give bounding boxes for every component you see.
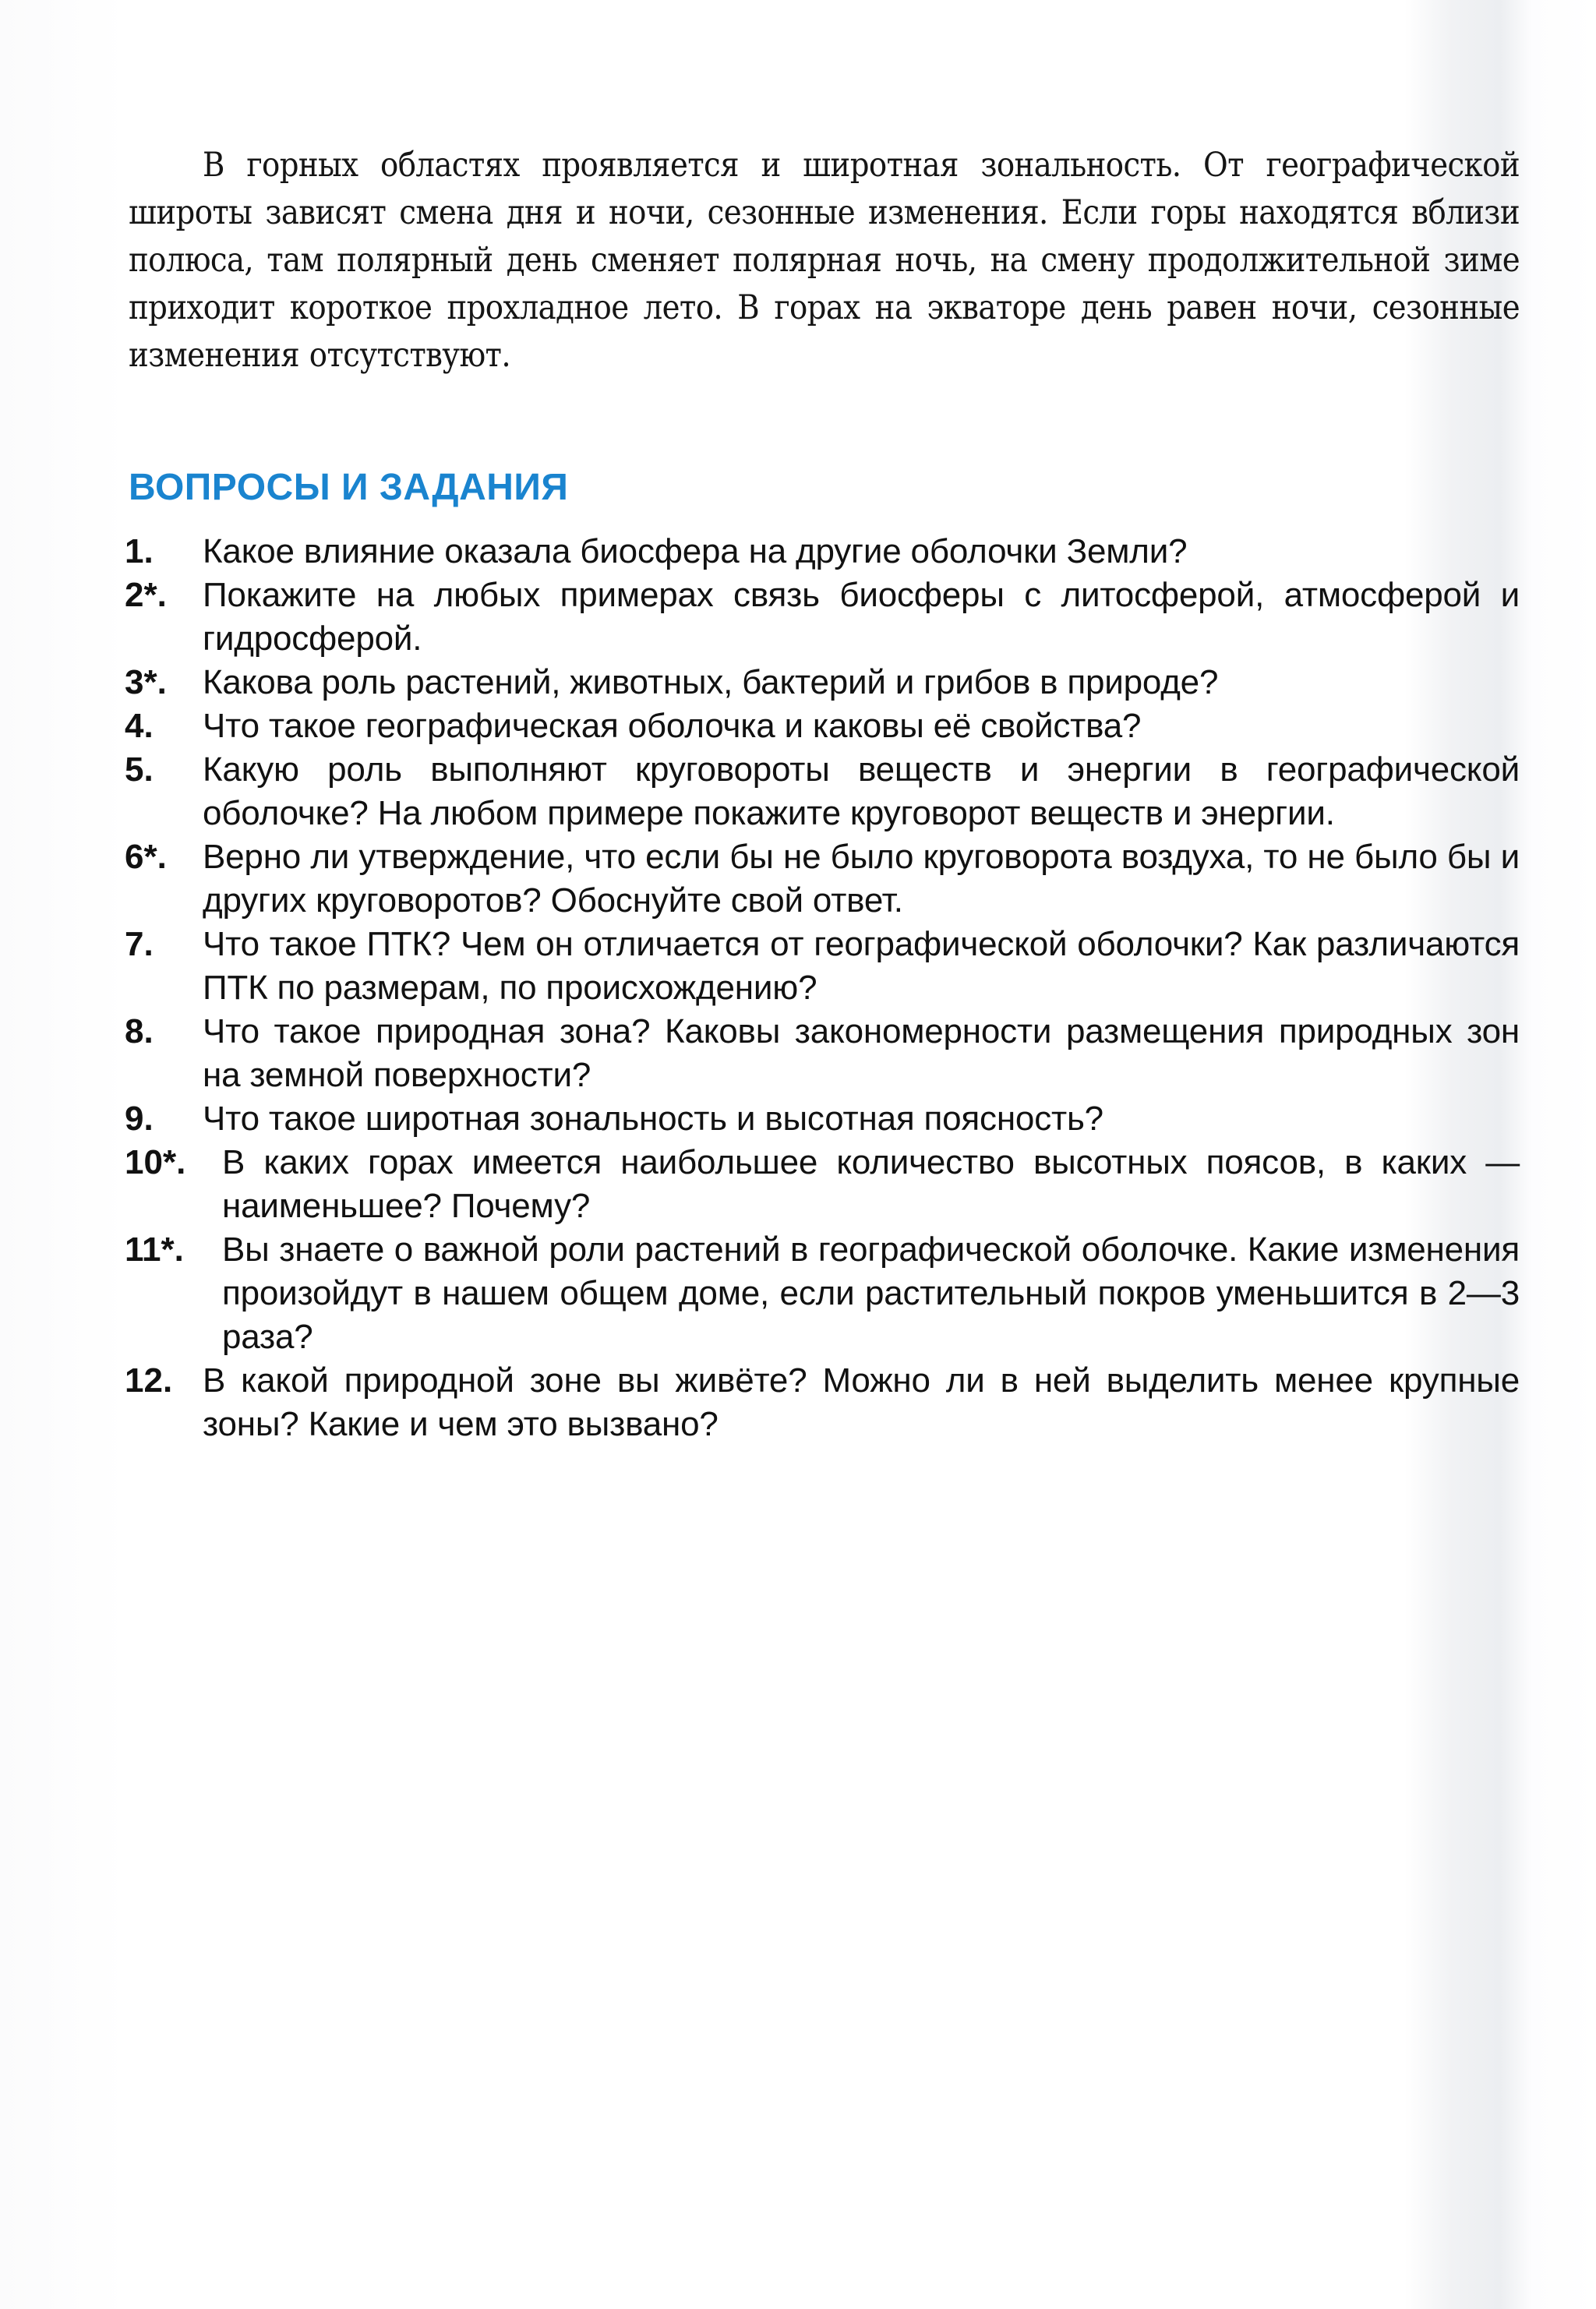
question-text: Какова роль растений, животных, бактерий и грибов в природе?	[203, 663, 1219, 701]
question-text: Верно ли утверждение, что если бы не было круговорота воздуха, то не было бы и других круговоротов? Обоснуйте свой ответ.	[203, 838, 1520, 920]
question-item	[125, 1228, 1520, 1359]
section-heading: ВОПРОСЫ И ЗАДАНИЯ	[129, 467, 569, 508]
question-item	[125, 923, 1520, 1010]
question-text: В какой природной зоне вы живёте? Можно ли в ней выделить менее крупные зоны? Какие и чем это вызвано?	[203, 1361, 1520, 1443]
question-number: 3*.	[125, 663, 167, 701]
question-item	[125, 1097, 1520, 1141]
question-number: 4.	[125, 707, 154, 745]
question-text: Что такое ПТК? Чем он отличается от географической оболочки? Как различаются ПТК по размерам, по происхождению?	[203, 925, 1520, 1007]
question-text: Какое влияние оказала биосфера на другие оболочки Земли?	[203, 532, 1188, 570]
question-number: 8.	[125, 1012, 154, 1050]
question-number: 6*.	[125, 838, 167, 876]
question-item	[125, 835, 1520, 923]
question-item	[125, 1010, 1520, 1097]
question-number: 1.	[125, 532, 154, 570]
question-item	[125, 1141, 1520, 1228]
question-text: Вы знаете о важной роли растений в географической оболочке. Какие изменения произойдут в нашем общем доме, если растительный покров уменьшится в 2—3 раза?	[222, 1230, 1520, 1356]
question-item	[125, 704, 1520, 748]
question-number: 7.	[125, 925, 154, 963]
question-number: 9.	[125, 1100, 154, 1138]
question-item	[125, 748, 1520, 835]
question-number: 12.	[125, 1361, 173, 1400]
question-item	[125, 574, 1520, 661]
question-text: Что такое географическая оболочка и каковы её свойства?	[203, 707, 1142, 745]
question-text: Что такое природная зона? Каковы закономерности размещения природных зон на земной поверхности?	[203, 1012, 1520, 1094]
question-text: Покажите на любых примерах связь биосферы с литосферой, атмосферой и гидросферой.	[203, 576, 1520, 658]
question-item	[125, 661, 1520, 704]
question-text: В каких горах имеется наибольшее количество высотных поясов, в каких — наименьшее? Почему?	[222, 1143, 1520, 1225]
question-text: Что такое широтная зональность и высотная поясность?	[203, 1100, 1103, 1138]
question-number: 11*.	[125, 1230, 184, 1269]
question-text: Какую роль выполняют круговороты веществ и энергии в географической оболочке? На любом примере покажите круговорот веществ и энергии.	[203, 750, 1520, 832]
question-number: 10*.	[125, 1143, 186, 1181]
questions-list	[125, 530, 1520, 1446]
intro-paragraph: В горных областях проявляется и широтная зональность. От географической широты зависят смена дня и ночи, сезонные изменения. Если горы находятся вблизи полюса, там полярный день сменяет полярная ночь, на смену продолжительной зиме приходит короткое прохладное лето. В горах на экваторе день равен ночи, сезонные изменения отсутствуют.	[129, 146, 1520, 375]
question-number: 5.	[125, 750, 154, 789]
question-item	[125, 1359, 1520, 1446]
question-number: 2*.	[125, 576, 167, 614]
question-item	[125, 530, 1520, 574]
